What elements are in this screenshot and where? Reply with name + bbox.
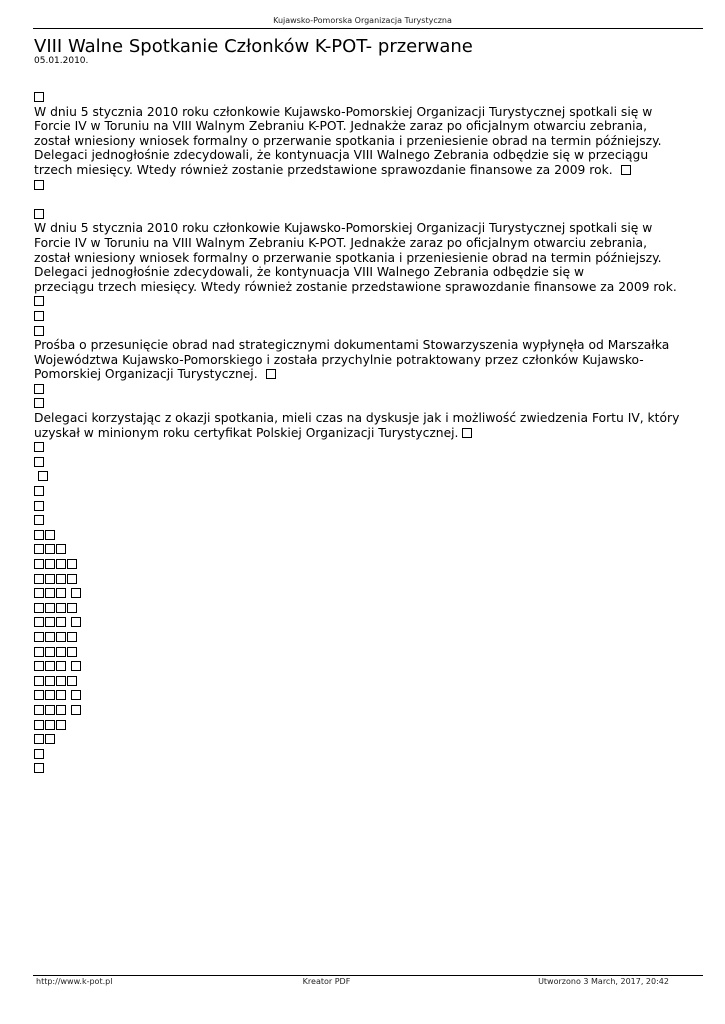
missing-glyph-icon bbox=[34, 311, 44, 321]
box-line bbox=[34, 718, 699, 733]
missing-glyph-icon bbox=[34, 398, 44, 408]
missing-glyph-icon bbox=[67, 632, 77, 642]
paragraph-line: Prośba o przesunięcie obrad nad strategicznymi dokumentami Stowarzyszenia wypłynęła od Marszałka bbox=[34, 338, 670, 353]
box-line bbox=[34, 90, 699, 105]
missing-glyph-icon bbox=[45, 720, 55, 730]
box-line bbox=[34, 469, 699, 484]
footer-generator: Kreator PDF bbox=[302, 977, 351, 986]
box-line bbox=[34, 630, 699, 645]
paragraph-line: został wniesiony wniosek formalny o przerwanie spotkania i przeniesienie obrad na termin późniejszy. bbox=[34, 250, 662, 265]
missing-glyph-icon bbox=[67, 647, 77, 657]
missing-glyph-icon bbox=[56, 544, 66, 554]
missing-glyph-icon bbox=[71, 690, 81, 700]
box-line bbox=[34, 324, 699, 339]
missing-glyph-icon bbox=[34, 574, 44, 584]
missing-glyph-icon bbox=[34, 705, 44, 715]
missing-glyph-icon bbox=[71, 705, 81, 715]
missing-glyph-icon bbox=[71, 588, 81, 598]
missing-glyph-icon bbox=[45, 632, 55, 642]
missing-glyph-icon bbox=[45, 574, 55, 584]
box-line bbox=[34, 601, 699, 616]
box-line bbox=[34, 178, 699, 193]
missing-glyph-icon bbox=[34, 720, 44, 730]
missing-glyph-icon bbox=[34, 559, 44, 569]
paragraph-line: przeciągu trzech miesięcy. Wtedy również zostanie przedstawione sprawozdanie finansowe za 2009 rok. bbox=[34, 279, 677, 294]
missing-glyph-icon bbox=[56, 661, 66, 671]
paragraph-line: W dniu 5 stycznia 2010 roku członkowie Kujawsko-Pomorskiej Organizacji Turystycznej spotkali się w bbox=[34, 221, 653, 236]
box-line bbox=[34, 484, 699, 499]
missing-glyph-icon bbox=[56, 574, 66, 584]
paragraph-line: Województwa Kujawsko-Pomorskiego i została przychylnie potraktowany przez członków Kujawsko- bbox=[34, 352, 644, 367]
missing-glyph-icon bbox=[67, 603, 77, 613]
missing-glyph-icon bbox=[34, 544, 44, 554]
missing-glyph-icon bbox=[34, 588, 44, 598]
missing-glyph-icon bbox=[34, 501, 44, 511]
missing-glyph-icon bbox=[56, 603, 66, 613]
paragraph-text: Pomorskiej Organizacji Turystycznej. bbox=[34, 367, 258, 382]
box-line bbox=[34, 542, 699, 557]
box-line bbox=[34, 309, 699, 324]
missing-glyph-icon bbox=[34, 676, 44, 686]
missing-glyph-icon bbox=[34, 632, 44, 642]
missing-glyph-icon bbox=[45, 734, 55, 744]
missing-glyph-icon bbox=[266, 369, 276, 379]
missing-glyph-icon bbox=[45, 676, 55, 686]
box-line bbox=[34, 557, 699, 572]
missing-glyph-icon bbox=[462, 428, 472, 438]
missing-glyph-icon bbox=[34, 326, 44, 336]
missing-glyph-icon bbox=[67, 574, 77, 584]
missing-glyph-icon bbox=[34, 384, 44, 394]
box-line bbox=[34, 396, 699, 411]
page-header: Kujawsko-Pomorska Organizacja Turystyczna bbox=[273, 16, 452, 25]
box-line bbox=[34, 528, 699, 543]
footer-url[interactable]: http://www.k-pot.pl bbox=[36, 977, 113, 986]
missing-glyph-icon bbox=[621, 165, 631, 175]
box-line bbox=[34, 294, 699, 309]
paragraph-line bbox=[34, 163, 699, 178]
box-line bbox=[34, 674, 699, 689]
missing-glyph-icon bbox=[34, 661, 44, 671]
box-line bbox=[34, 645, 699, 660]
box-line bbox=[34, 586, 699, 601]
paragraph-line: Delegaci jednogłośnie zdecydowali, że kontynuacja VIII Walnego Zebrania odbędzie się w przeciągu bbox=[34, 148, 649, 163]
paragraph-text: trzech miesięcy. Wtedy również zostanie przedstawione sprawozdanie finansowe za 2009 rok. bbox=[34, 162, 613, 177]
paragraph-line: został wniesiony wniosek formalny o przerwanie spotkania i przeniesienie obrad na termin późniejszy. bbox=[34, 133, 662, 148]
paragraph-line bbox=[34, 426, 699, 441]
missing-glyph-icon bbox=[56, 690, 66, 700]
missing-glyph-icon bbox=[34, 486, 44, 496]
box-line bbox=[34, 499, 699, 514]
box-line bbox=[34, 688, 699, 703]
paragraph-line: Delegaci korzystając z okazji spotkania, mieli czas na dyskusje jak i możliwość zwiedzenia Fortu IV, który bbox=[34, 411, 680, 426]
missing-glyph-icon bbox=[45, 530, 55, 540]
missing-glyph-icon bbox=[45, 705, 55, 715]
box-line bbox=[34, 732, 699, 747]
article-body bbox=[34, 90, 699, 776]
missing-glyph-icon bbox=[38, 471, 48, 481]
missing-glyph-icon bbox=[34, 690, 44, 700]
missing-glyph-icon bbox=[34, 209, 44, 219]
missing-glyph-icon bbox=[45, 617, 55, 627]
missing-glyph-icon bbox=[67, 559, 77, 569]
missing-glyph-icon bbox=[34, 442, 44, 452]
footer-divider bbox=[33, 975, 703, 976]
missing-glyph-icon bbox=[34, 749, 44, 759]
box-line bbox=[34, 659, 699, 674]
missing-glyph-icon bbox=[45, 647, 55, 657]
box-line bbox=[34, 747, 699, 762]
missing-glyph-icon bbox=[71, 617, 81, 627]
box-line bbox=[34, 615, 699, 630]
missing-glyph-icon bbox=[34, 180, 44, 190]
missing-glyph-icon bbox=[56, 588, 66, 598]
missing-glyph-icon bbox=[34, 296, 44, 306]
missing-glyph-icon bbox=[34, 515, 44, 525]
article-date: 05.01.2010. bbox=[34, 56, 89, 66]
box-line bbox=[34, 572, 699, 587]
missing-glyph-icon bbox=[56, 647, 66, 657]
missing-glyph-icon bbox=[34, 603, 44, 613]
missing-glyph-icon bbox=[56, 676, 66, 686]
missing-glyph-icon bbox=[56, 705, 66, 715]
paragraph-line: Forcie IV w Toruniu na VIII Walnym Zebraniu K-POT. Jednakże zaraz po oficjalnym otwarciu zebrania, bbox=[34, 119, 647, 134]
box-line bbox=[34, 207, 699, 222]
missing-glyph-icon bbox=[56, 559, 66, 569]
paragraph-line: W dniu 5 stycznia 2010 roku członkowie Kujawsko-Pomorskiej Organizacji Turystycznej spotkali się w bbox=[34, 104, 653, 119]
box-line bbox=[34, 382, 699, 397]
missing-glyph-icon bbox=[45, 588, 55, 598]
article-title: VIII Walne Spotkanie Członków K-POT- przerwane bbox=[34, 36, 473, 57]
missing-glyph-icon bbox=[34, 92, 44, 102]
missing-glyph-icon bbox=[45, 690, 55, 700]
missing-glyph-icon bbox=[34, 734, 44, 744]
box-line bbox=[34, 761, 699, 776]
missing-glyph-icon bbox=[45, 661, 55, 671]
missing-glyph-icon bbox=[34, 763, 44, 773]
paragraph-line: Delegaci jednogłośnie zdecydowali, że kontynuacja VIII Walnego Zebrania odbędzie się w bbox=[34, 265, 585, 280]
missing-glyph-icon bbox=[34, 457, 44, 467]
missing-glyph-icon bbox=[34, 530, 44, 540]
box-line bbox=[34, 440, 699, 455]
missing-glyph-icon bbox=[56, 720, 66, 730]
missing-glyph-icon bbox=[34, 617, 44, 627]
paragraph-line bbox=[34, 367, 699, 382]
missing-glyph-icon bbox=[56, 617, 66, 627]
missing-glyph-icon bbox=[45, 603, 55, 613]
missing-glyph-icon bbox=[56, 632, 66, 642]
box-line bbox=[34, 455, 699, 470]
box-line bbox=[34, 703, 699, 718]
paragraph-line: Forcie IV w Toruniu na VIII Walnym Zebraniu K-POT. Jednakże zaraz po oficjalnym otwarciu zebrania, bbox=[34, 235, 647, 250]
box-line bbox=[34, 513, 699, 528]
header-divider bbox=[33, 28, 703, 29]
missing-glyph-icon bbox=[71, 661, 81, 671]
missing-glyph-icon bbox=[45, 544, 55, 554]
paragraph-text: uzyskał w minionym roku certyfikat Polskiej Organizacji Turystycznej. bbox=[34, 425, 459, 440]
footer-created: Utworzono 3 March, 2017, 20:42 bbox=[538, 977, 669, 986]
missing-glyph-icon bbox=[67, 676, 77, 686]
missing-glyph-icon bbox=[34, 647, 44, 657]
missing-glyph-icon bbox=[45, 559, 55, 569]
